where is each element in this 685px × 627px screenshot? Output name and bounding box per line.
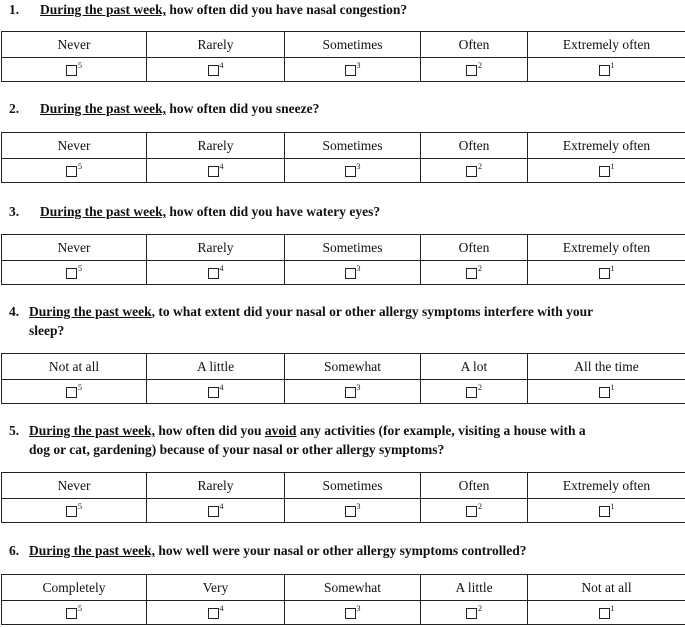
option-label: Extremely often bbox=[528, 235, 685, 261]
option-score: 3 bbox=[356, 60, 361, 70]
checkbox[interactable] bbox=[208, 65, 219, 76]
option-cell bbox=[528, 380, 685, 404]
option-cell bbox=[147, 261, 285, 285]
option-label: Never bbox=[2, 235, 147, 261]
question-body: how often did you bbox=[155, 423, 265, 438]
question-6-options bbox=[1, 574, 685, 625]
checkbox[interactable] bbox=[66, 65, 77, 76]
checkbox[interactable] bbox=[345, 166, 356, 177]
option-label: All the time bbox=[528, 354, 685, 380]
checkbox[interactable] bbox=[599, 166, 610, 177]
option-cell bbox=[421, 159, 528, 183]
option-score: 3 bbox=[356, 382, 361, 392]
option-label: Rarely bbox=[147, 473, 285, 499]
option-label: Rarely bbox=[147, 32, 285, 58]
option-cell bbox=[285, 159, 421, 183]
option-score: 2 bbox=[478, 161, 482, 171]
option-score: 1 bbox=[610, 382, 615, 392]
option-score: 2 bbox=[478, 382, 482, 392]
option-cell bbox=[147, 601, 285, 625]
checkbox[interactable] bbox=[208, 506, 219, 517]
option-score: 2 bbox=[478, 603, 482, 613]
question-body: how often did you sneeze? bbox=[166, 101, 320, 116]
question-6-text bbox=[9, 541, 527, 560]
checkbox[interactable] bbox=[599, 65, 610, 76]
option-cell bbox=[285, 601, 421, 625]
checkbox[interactable] bbox=[466, 268, 477, 279]
option-cell bbox=[528, 601, 685, 625]
option-label: Sometimes bbox=[285, 32, 421, 58]
option-score: 4 bbox=[219, 501, 224, 511]
option-label: Never bbox=[2, 32, 147, 58]
option-score: 1 bbox=[610, 263, 615, 273]
option-cell bbox=[2, 261, 147, 285]
option-score: 4 bbox=[219, 161, 224, 171]
checkbox[interactable] bbox=[466, 166, 477, 177]
question-emphasis: avoid bbox=[264, 423, 297, 438]
option-label: Sometimes bbox=[285, 235, 421, 261]
option-label: Completely bbox=[2, 575, 147, 601]
option-score: 5 bbox=[78, 263, 82, 273]
question-body: how well were your nasal or other allergy symptoms controlled? bbox=[155, 543, 527, 558]
option-score: 4 bbox=[219, 60, 224, 70]
option-score: 5 bbox=[78, 603, 82, 613]
option-cell bbox=[285, 261, 421, 285]
question-body-continued: sleep? bbox=[29, 323, 65, 338]
checkbox[interactable] bbox=[345, 387, 356, 398]
option-score: 1 bbox=[610, 603, 615, 613]
checkbox[interactable] bbox=[66, 506, 77, 517]
option-score: 1 bbox=[610, 501, 615, 511]
option-score: 5 bbox=[78, 382, 82, 392]
option-score: 1 bbox=[610, 60, 615, 70]
question-body: any activities (for example, visiting a house with a bbox=[296, 423, 586, 438]
option-label: Not at all bbox=[2, 354, 147, 380]
option-cell bbox=[2, 380, 147, 404]
option-label: Often bbox=[421, 133, 528, 159]
option-cell bbox=[421, 380, 528, 404]
option-label: A little bbox=[147, 354, 285, 380]
question-1-options bbox=[1, 31, 685, 82]
checkbox[interactable] bbox=[345, 608, 356, 619]
option-score: 3 bbox=[356, 263, 361, 273]
checkbox[interactable] bbox=[466, 65, 477, 76]
checkbox[interactable] bbox=[466, 387, 477, 398]
question-body-continued: dog or cat, gardening) because of your nasal or other allergy symptoms? bbox=[29, 442, 445, 457]
question-timeframe: During the past week bbox=[29, 304, 152, 319]
checkbox[interactable] bbox=[208, 166, 219, 177]
option-score: 3 bbox=[356, 501, 361, 511]
checkbox[interactable] bbox=[345, 65, 356, 76]
option-cell bbox=[421, 261, 528, 285]
checkbox[interactable] bbox=[66, 166, 77, 177]
question-number: 4. bbox=[9, 304, 20, 319]
option-cell bbox=[528, 159, 685, 183]
option-cell bbox=[2, 499, 147, 523]
option-score: 2 bbox=[478, 60, 482, 70]
option-cell bbox=[147, 159, 285, 183]
option-score: 3 bbox=[356, 161, 361, 171]
question-body: , to what extent did your nasal or other allergy symptoms interfere with your bbox=[151, 304, 594, 319]
option-score: 5 bbox=[78, 501, 82, 511]
option-score: 4 bbox=[219, 603, 224, 613]
option-cell bbox=[2, 601, 147, 625]
option-cell bbox=[285, 499, 421, 523]
option-cell bbox=[421, 601, 528, 625]
question-5-options bbox=[1, 472, 685, 523]
option-cell bbox=[147, 380, 285, 404]
question-number: 3. bbox=[9, 204, 20, 219]
checkbox[interactable] bbox=[208, 608, 219, 619]
option-label: Not at all bbox=[528, 575, 685, 601]
option-cell bbox=[528, 261, 685, 285]
option-score: 5 bbox=[78, 161, 82, 171]
question-body: how often did you have nasal congestion? bbox=[166, 2, 408, 17]
checkbox[interactable] bbox=[466, 506, 477, 517]
option-score: 5 bbox=[78, 60, 82, 70]
option-label: Rarely bbox=[147, 133, 285, 159]
question-timeframe: During the past week, bbox=[40, 101, 167, 116]
option-score: 2 bbox=[478, 501, 482, 511]
checkbox[interactable] bbox=[66, 268, 77, 279]
checkbox[interactable] bbox=[599, 387, 610, 398]
checkbox[interactable] bbox=[66, 608, 77, 619]
question-body: how often did you have watery eyes? bbox=[166, 204, 381, 219]
question-2-options bbox=[1, 132, 685, 183]
option-cell bbox=[528, 58, 685, 82]
question-timeframe: During the past week, bbox=[29, 423, 156, 438]
option-cell bbox=[2, 159, 147, 183]
option-cell bbox=[285, 58, 421, 82]
question-timeframe: During the past week, bbox=[40, 204, 167, 219]
checkbox[interactable] bbox=[208, 387, 219, 398]
option-score: 2 bbox=[478, 263, 482, 273]
option-label: Somewhat bbox=[285, 354, 421, 380]
checkbox[interactable] bbox=[466, 608, 477, 619]
question-3-options bbox=[1, 234, 685, 285]
option-cell bbox=[285, 380, 421, 404]
option-label: Extremely often bbox=[528, 473, 685, 499]
option-score: 1 bbox=[610, 161, 615, 171]
option-label: Often bbox=[421, 235, 528, 261]
option-label: Never bbox=[2, 473, 147, 499]
question-number: 2. bbox=[9, 101, 20, 116]
option-cell bbox=[147, 499, 285, 523]
option-cell bbox=[147, 58, 285, 82]
option-label: Sometimes bbox=[285, 473, 421, 499]
option-label: Often bbox=[421, 473, 528, 499]
checkbox[interactable] bbox=[599, 506, 610, 517]
option-cell bbox=[528, 499, 685, 523]
checkbox[interactable] bbox=[208, 268, 219, 279]
question-3-text bbox=[9, 202, 380, 221]
option-cell bbox=[2, 58, 147, 82]
option-label: Never bbox=[2, 133, 147, 159]
question-1-text bbox=[9, 0, 407, 19]
question-5-text bbox=[9, 421, 586, 459]
option-label: Extremely often bbox=[528, 32, 685, 58]
question-number: 6. bbox=[9, 543, 20, 558]
checkbox[interactable] bbox=[345, 268, 356, 279]
question-4-text bbox=[9, 302, 593, 340]
option-label: Often bbox=[421, 32, 528, 58]
option-label: Rarely bbox=[147, 235, 285, 261]
checkbox[interactable] bbox=[599, 268, 610, 279]
question-number: 1. bbox=[9, 2, 20, 17]
question-2-text bbox=[9, 99, 319, 118]
checkbox[interactable] bbox=[66, 387, 77, 398]
question-number: 5. bbox=[9, 423, 20, 438]
checkbox[interactable] bbox=[345, 506, 356, 517]
option-score: 4 bbox=[219, 382, 224, 392]
option-cell bbox=[421, 499, 528, 523]
option-label: Very bbox=[147, 575, 285, 601]
checkbox[interactable] bbox=[599, 608, 610, 619]
option-score: 4 bbox=[219, 263, 224, 273]
option-label: Somewhat bbox=[285, 575, 421, 601]
option-label: A lot bbox=[421, 354, 528, 380]
option-cell bbox=[421, 58, 528, 82]
option-label: A little bbox=[421, 575, 528, 601]
option-score: 3 bbox=[356, 603, 361, 613]
option-label: Sometimes bbox=[285, 133, 421, 159]
question-4-options bbox=[1, 353, 685, 404]
question-timeframe: During the past week, bbox=[40, 2, 167, 17]
option-label: Extremely often bbox=[528, 133, 685, 159]
question-timeframe: During the past week, bbox=[29, 543, 156, 558]
